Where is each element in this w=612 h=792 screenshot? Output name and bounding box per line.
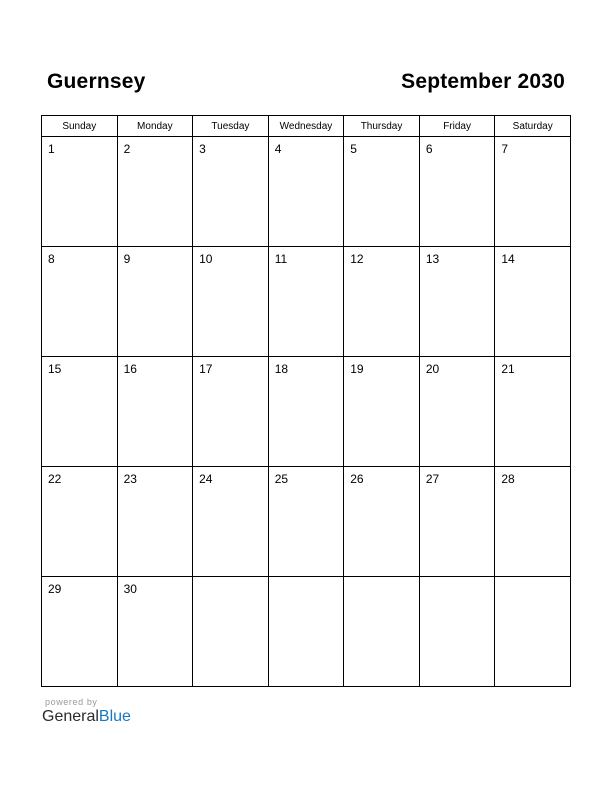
day-cell: [193, 247, 269, 357]
day-cell: [268, 467, 344, 577]
week-row: [42, 357, 571, 467]
day-cell: [42, 247, 118, 357]
day-number: [193, 577, 268, 582]
day-number: 21: [501, 362, 515, 376]
day-cell: [419, 247, 495, 357]
day-number: 28: [501, 472, 515, 486]
day-cell: [495, 357, 571, 467]
week-row: [42, 467, 571, 577]
week-row: [42, 577, 571, 687]
day-cell: [117, 577, 193, 687]
day-number: 29: [48, 582, 62, 596]
day-cell: [419, 137, 495, 247]
weekday-sunday: Sunday: [42, 116, 118, 137]
day-cell: [117, 467, 193, 577]
day-number: [269, 577, 344, 582]
day-number: 20: [425, 362, 440, 376]
day-number: [344, 577, 419, 582]
calendar-header: [47, 70, 565, 98]
day-number: 16: [123, 362, 137, 376]
month-year-title: September 2030: [401, 70, 565, 93]
day-number: 5: [350, 142, 357, 156]
day-cell: [495, 137, 571, 247]
day-number: 13: [425, 252, 440, 266]
day-number: 24: [199, 472, 213, 486]
day-cell: [419, 467, 495, 577]
day-number: [495, 577, 570, 582]
calendar-grid: [41, 115, 571, 687]
day-cell: [344, 247, 420, 357]
day-number: 18: [274, 362, 289, 376]
day-cell: [419, 577, 495, 687]
day-cell: [117, 137, 193, 247]
day-cell: [495, 467, 571, 577]
day-number: 25: [274, 472, 289, 486]
day-cell: [193, 137, 269, 247]
day-cell: [193, 357, 269, 467]
day-number: 11: [274, 252, 288, 266]
day-number: 1: [48, 142, 55, 156]
day-cell: [344, 577, 420, 687]
day-cell: [268, 247, 344, 357]
weekday-thursday: Thursday: [344, 116, 420, 137]
day-number: 19: [350, 362, 364, 376]
day-number: 14: [501, 252, 515, 266]
day-number: 3: [199, 142, 206, 156]
footer-branding: [42, 697, 131, 726]
week-row: [42, 137, 571, 247]
day-number: 10: [199, 252, 213, 266]
weekday-tuesday: Tuesday: [193, 116, 269, 137]
day-number: 4: [274, 142, 282, 156]
day-cell: [42, 577, 118, 687]
weekday-monday: Monday: [117, 116, 193, 137]
day-cell: [495, 247, 571, 357]
day-number: 9: [123, 252, 131, 266]
day-cell: [193, 577, 269, 687]
day-cell: [268, 357, 344, 467]
brand-general-text: General: [42, 708, 99, 725]
day-cell: [419, 357, 495, 467]
day-cell: [42, 467, 118, 577]
day-cell: [268, 577, 344, 687]
powered-by-text: powered by: [45, 697, 98, 707]
day-number: 6: [425, 142, 433, 156]
day-number: 30: [123, 582, 137, 596]
weekday-wednesday: Wednesday: [268, 116, 344, 137]
day-cell: [344, 467, 420, 577]
day-number: 15: [48, 362, 62, 376]
day-cell: [117, 357, 193, 467]
generalblue-logo[interactable]: [42, 708, 131, 726]
country-title: Guernsey: [47, 70, 146, 93]
day-cell: [344, 137, 420, 247]
day-cell: [495, 577, 571, 687]
weekday-friday: Friday: [419, 116, 495, 137]
day-cell: [344, 357, 420, 467]
week-row: [42, 247, 571, 357]
day-number: 23: [123, 472, 137, 486]
weekday-header-row: [42, 116, 571, 137]
weekday-saturday: Saturday: [495, 116, 571, 137]
day-number: 7: [501, 142, 509, 156]
day-cell: [117, 247, 193, 357]
day-cell: [42, 137, 118, 247]
day-cell: [42, 357, 118, 467]
day-number: 17: [199, 362, 213, 376]
day-number: 8: [48, 252, 55, 266]
day-number: 27: [425, 472, 440, 486]
day-cell: [268, 137, 344, 247]
day-number: 12: [350, 252, 364, 266]
day-number: 22: [48, 472, 62, 486]
day-number: 26: [350, 472, 364, 486]
brand-blue-text: Blue: [98, 708, 131, 725]
day-cell: [193, 467, 269, 577]
day-number: 2: [123, 142, 131, 156]
day-number: [420, 577, 495, 582]
